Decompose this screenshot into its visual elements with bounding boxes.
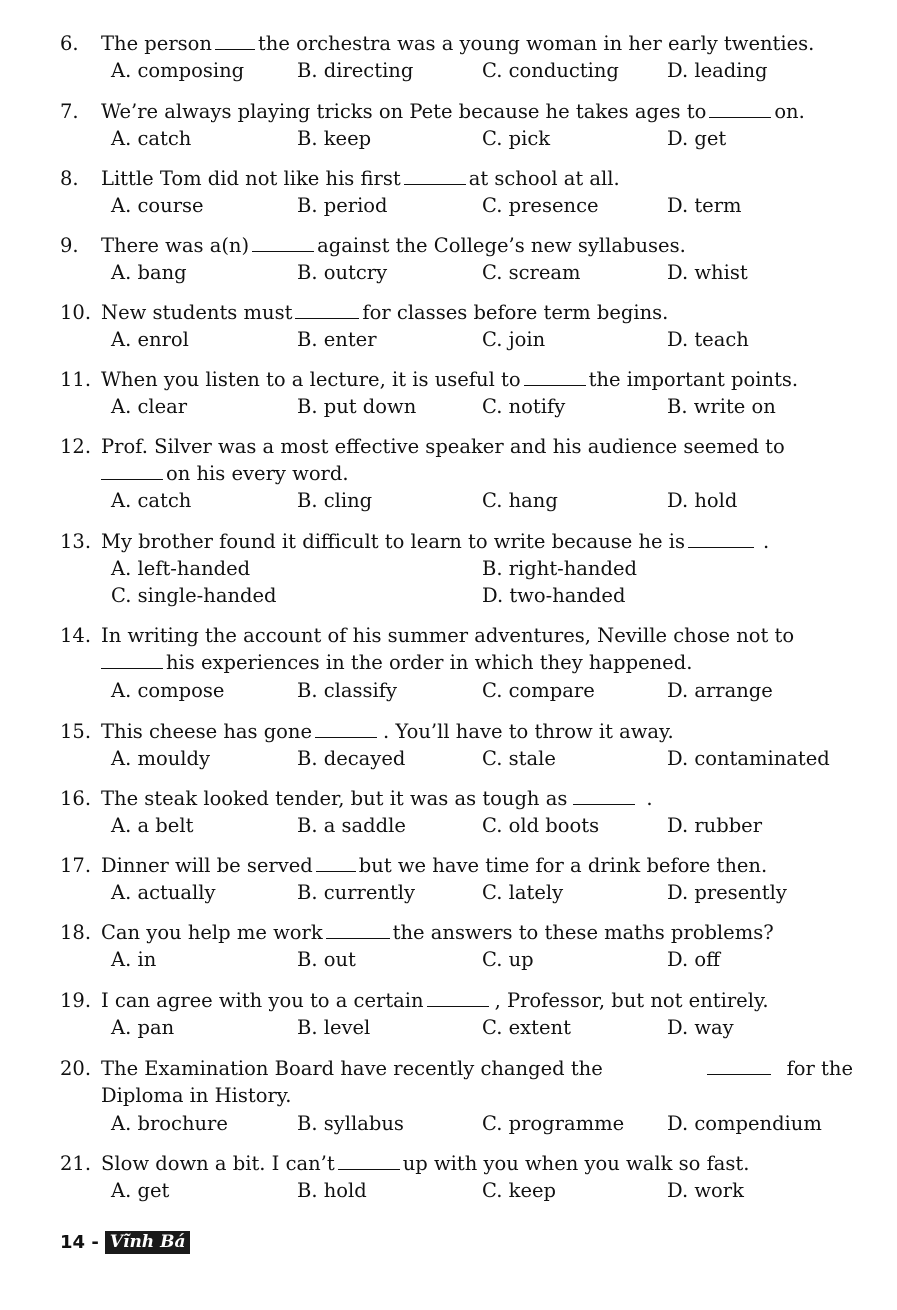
option-c[interactable]: C. programme — [482, 1112, 625, 1135]
option-b[interactable]: B. decayed — [297, 747, 406, 770]
option-a[interactable]: A. composing — [111, 59, 245, 82]
question-stem: Little Tom did not like his first at school at all. — [101, 167, 620, 190]
question-number: 19. — [60, 989, 92, 1012]
option-b[interactable]: B. keep — [297, 127, 372, 150]
question-stem: This cheese has gone . You’ll have to throw it away. — [101, 720, 674, 743]
option-a[interactable]: A. left-handed — [111, 557, 251, 580]
publisher-logo: Vĩnh Bá — [105, 1231, 191, 1254]
answer-options — [0, 555, 897, 582]
answer-options — [0, 745, 897, 772]
option-c[interactable]: C. lately — [482, 881, 564, 904]
question-number: 9. — [60, 234, 79, 257]
question-number: 17. — [60, 854, 92, 877]
option-d[interactable]: D. rubber — [667, 814, 763, 837]
option-b[interactable]: B. period — [297, 194, 388, 217]
question-stem: Can you help me work the answers to these maths problems? — [101, 921, 774, 944]
option-c[interactable]: C. extent — [482, 1016, 571, 1039]
option-c[interactable]: C. join — [482, 328, 546, 351]
option-c[interactable]: C. up — [482, 948, 534, 971]
question-stem: There was a(n) against the College’s new syllabuses. — [101, 234, 686, 257]
option-b[interactable]: B. a saddle — [297, 814, 406, 837]
option-b[interactable]: B. classify — [297, 679, 397, 702]
answer-options — [0, 1177, 897, 1204]
option-b[interactable]: B. directing — [297, 59, 414, 82]
question-number: 12. — [60, 435, 92, 458]
option-d[interactable]: D. two-handed — [482, 584, 626, 607]
question-stem: Prof. Silver was a most effective speaker and his audience seemed to — [101, 435, 785, 458]
option-a[interactable]: A. bang — [111, 261, 187, 284]
question-number: 16. — [60, 787, 92, 810]
question-number: 7. — [60, 100, 79, 123]
answer-options — [0, 259, 897, 286]
option-d[interactable]: D. term — [667, 194, 742, 217]
question-stem: The steak looked tender, but it was as tough as . — [101, 787, 653, 810]
answer-options — [0, 326, 897, 353]
option-a[interactable]: A. catch — [111, 127, 192, 150]
answer-options — [0, 677, 897, 704]
question-number: 11. — [60, 368, 92, 391]
question-number: 10. — [60, 301, 92, 324]
option-d[interactable]: D. get — [667, 127, 727, 150]
option-a[interactable]: A. mouldy — [111, 747, 211, 770]
option-c[interactable]: C. keep — [482, 1179, 557, 1202]
option-c[interactable]: C. notify — [482, 395, 566, 418]
option-d[interactable]: D. presently — [667, 881, 787, 904]
option-c[interactable]: C. hang — [482, 489, 558, 512]
question-number: 8. — [60, 167, 79, 190]
answer-options — [0, 1110, 897, 1137]
option-a[interactable]: A. a belt — [111, 814, 194, 837]
answer-options — [0, 1014, 897, 1041]
option-a[interactable]: A. pan — [111, 1016, 175, 1039]
option-d[interactable]: B. write on — [667, 395, 776, 418]
question-stem: We’re always playing tricks on Pete because he takes ages to on. — [101, 100, 805, 123]
question-stem-continued: Diploma in History. — [101, 1084, 292, 1107]
option-d[interactable]: D. whist — [667, 261, 748, 284]
option-a[interactable]: A. in — [111, 948, 157, 971]
question-number: 14. — [60, 624, 92, 647]
answer-options — [0, 487, 897, 514]
option-d[interactable]: D. way — [667, 1016, 734, 1039]
question-number: 13. — [60, 530, 92, 553]
question-stem: The Examination Board have recently changed the for the — [101, 1057, 853, 1080]
answer-options — [0, 393, 897, 420]
option-a[interactable]: A. compose — [111, 679, 225, 702]
option-b[interactable]: B. syllabus — [297, 1112, 404, 1135]
option-b[interactable]: B. outcry — [297, 261, 388, 284]
option-c[interactable]: C. scream — [482, 261, 581, 284]
option-a[interactable]: A. get — [111, 1179, 170, 1202]
option-d[interactable]: D. work — [667, 1179, 744, 1202]
answer-options — [0, 57, 897, 84]
question-stem: In writing the account of his summer adventures, Neville chose not to — [101, 624, 795, 647]
option-b[interactable]: B. currently — [297, 881, 416, 904]
option-b[interactable]: B. hold — [297, 1179, 367, 1202]
question-stem: When you listen to a lecture, it is useful to the important points. — [101, 368, 799, 391]
question-stem-continued: on his every word. — [101, 460, 853, 487]
question-stem: My brother found it difficult to learn to write because he is . — [101, 530, 770, 553]
option-b[interactable]: B. level — [297, 1016, 371, 1039]
option-c[interactable]: C. stale — [482, 747, 556, 770]
answer-options — [0, 125, 897, 152]
option-d[interactable]: D. contaminated — [667, 747, 830, 770]
question-number: 20. — [60, 1057, 92, 1080]
option-d[interactable]: D. off — [667, 948, 720, 971]
option-c[interactable]: C. presence — [482, 194, 599, 217]
option-d[interactable]: D. arrange — [667, 679, 773, 702]
question-stem: I can agree with you to a certain , Professor, but not entirely. — [101, 989, 769, 1012]
option-b[interactable]: B. right-handed — [482, 557, 638, 580]
option-d[interactable]: D. teach — [667, 328, 749, 351]
question-stem-continued: his experiences in the order in which they happened. — [101, 649, 853, 676]
option-a[interactable]: A. clear — [111, 395, 188, 418]
option-a[interactable]: A. brochure — [111, 1112, 228, 1135]
question-number: 18. — [60, 921, 92, 944]
answer-options — [0, 192, 897, 219]
question-number: 6. — [60, 32, 79, 55]
question-stem: The person the orchestra was a young woman in her early twenties. — [101, 32, 815, 55]
question-stem: New students must for classes before term begins. — [101, 301, 669, 324]
option-c[interactable]: C. conducting — [482, 59, 619, 82]
option-c[interactable]: C. pick — [482, 127, 551, 150]
option-a[interactable]: A. actually — [111, 881, 216, 904]
option-b[interactable]: B. out — [297, 948, 356, 971]
option-b[interactable]: B. put down — [297, 395, 417, 418]
option-b[interactable]: B. enter — [297, 328, 377, 351]
option-c[interactable]: C. old boots — [482, 814, 600, 837]
option-d[interactable]: D. leading — [667, 59, 768, 82]
answer-options — [0, 879, 897, 906]
option-b[interactable]: B. cling — [297, 489, 373, 512]
answer-options — [0, 946, 897, 973]
question-stem: Dinner will be served but we have time for a drink before then. — [101, 854, 768, 877]
option-c[interactable]: C. compare — [482, 679, 595, 702]
option-d[interactable]: D. hold — [667, 489, 738, 512]
answer-options-row-2 — [0, 582, 897, 609]
page-number: 14 - — [60, 1231, 99, 1253]
option-d[interactable]: D. compendium — [667, 1112, 822, 1135]
page-footer — [60, 1228, 190, 1256]
answer-options — [0, 812, 897, 839]
question-stem: Slow down a bit. I can’t up with you when you walk so fast. — [101, 1152, 750, 1175]
option-a[interactable]: A. enrol — [111, 328, 189, 351]
question-number: 15. — [60, 720, 92, 743]
option-a[interactable]: A. course — [111, 194, 204, 217]
question-number: 21. — [60, 1152, 92, 1175]
option-c[interactable]: C. single-handed — [111, 584, 277, 607]
option-a[interactable]: A. catch — [111, 489, 192, 512]
